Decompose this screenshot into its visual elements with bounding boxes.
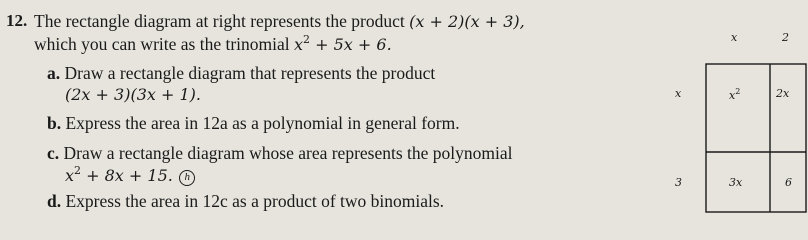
diagram-top-label-x: x [731, 31, 738, 44]
part-a-math: (2x + 3)(3x + 1). [65, 85, 201, 104]
problem-intro-math-1: (x + 2)(x + 3), [409, 12, 525, 31]
problem-intro-math-2 [294, 35, 392, 54]
problem-intro-text-1: The rectangle diagram at right represents the product [34, 11, 410, 31]
part-a-line-1 [47, 63, 435, 84]
diagram-top-label-2: 2 [782, 31, 789, 44]
diagram-left-label-3: 3 [675, 176, 682, 189]
hint-icon: h [179, 170, 195, 186]
rectangle-diagram-grid [696, 50, 808, 214]
problem-number: 12. [6, 11, 28, 30]
diagram-cell-2x: 2x [776, 87, 790, 100]
math-exponent: 2 [303, 33, 311, 46]
cell-base: x [729, 89, 736, 102]
part-c-math [65, 166, 173, 185]
part-c-line-2 [65, 164, 195, 186]
part-a-text: Draw a rectangle diagram that represents the product [64, 63, 436, 83]
rectangle-diagram [675, 31, 808, 214]
problem-intro-line-1 [34, 11, 525, 32]
diagram-outer-rect [706, 64, 806, 212]
part-a-line-2 [65, 84, 201, 105]
diagram-cell-3x: 3x [729, 176, 743, 189]
diagram-cell-x-squared [729, 87, 740, 102]
problem-intro-line-2 [34, 33, 392, 55]
part-d-line-1 [47, 191, 444, 212]
part-b-text: Express the area in 12a as a polynomial in general form. [65, 113, 460, 133]
math-base: x [294, 35, 304, 54]
problem-intro-text-2: which you can write as the trinomial [34, 34, 294, 54]
math-exponent: 2 [74, 164, 82, 177]
part-c-text: Draw a rectangle diagram whose area represents the polynomial [63, 143, 513, 163]
diagram-left-label-x: x [675, 87, 682, 100]
part-c-line-1 [47, 143, 513, 164]
math-base: x [65, 166, 75, 185]
cell-exponent: 2 [735, 87, 741, 96]
math-rest: + 8x + 15. [81, 166, 173, 185]
part-a-letter: a. [47, 63, 61, 83]
part-d-text: Express the area in 12c as a product of two binomials. [65, 191, 445, 211]
part-c-letter: c. [47, 143, 60, 163]
part-b-line-1 [47, 113, 460, 134]
part-d-letter: d. [47, 191, 62, 211]
math-rest: + 5x + 6. [310, 35, 392, 54]
diagram-cell-6: 6 [785, 176, 792, 189]
part-b-letter: b. [47, 113, 62, 133]
